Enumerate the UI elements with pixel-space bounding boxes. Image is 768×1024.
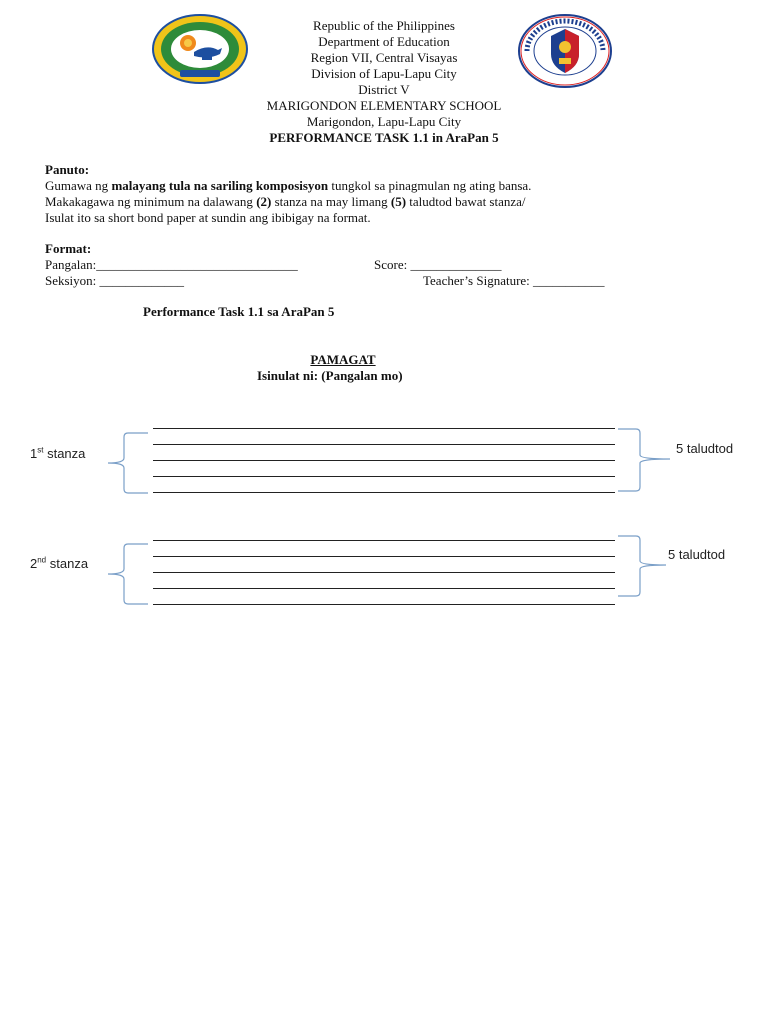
instructions-heading: Panuto: (45, 162, 90, 177)
stanza-1-lines-label: 5 taludtod (676, 441, 734, 456)
header-line: Marigondon, Lapu-Lapu City (306, 114, 462, 129)
stanza-number: 1 (30, 446, 38, 461)
text: taludtod bawat stanza/ (406, 194, 526, 209)
writing-line (153, 460, 615, 461)
writing-line (153, 604, 615, 605)
left-brace-icon (102, 543, 152, 605)
text: tungkol sa pinagmulan ng ating bansa. (328, 178, 532, 193)
left-brace-icon (102, 432, 152, 494)
writing-line (153, 492, 615, 493)
poem-author: Isinulat ni: (Pangalan mo) (257, 368, 403, 383)
writing-line (153, 540, 615, 541)
emphasis: (5) (390, 194, 407, 209)
school-header (0, 18, 768, 146)
emphasis: (2) (256, 194, 272, 209)
text: Gumawa ng (45, 178, 112, 193)
ordinal-suffix: nd (37, 555, 47, 565)
poem-title: PAMAGAT (310, 352, 376, 367)
writing-line (153, 556, 615, 557)
stanza-1-label (30, 446, 85, 461)
text: Makakagawa ng minimum na dalawang (45, 194, 257, 209)
header-line: District V (358, 82, 410, 97)
instructions-line-2 (45, 194, 526, 210)
stanza-word: stanza (46, 556, 89, 571)
text: stanza na may limang (271, 194, 391, 209)
section-field: Seksiyon: _____________ (45, 273, 185, 288)
header-line: Republic of the Philippines (313, 18, 455, 33)
task-title: PERFORMANCE TASK 1.1 in AraPan 5 (269, 130, 499, 145)
writing-line (153, 428, 615, 429)
name-field: Pangalan:_______________________________ (45, 257, 298, 272)
format-heading: Format: (45, 241, 92, 256)
writing-line (153, 476, 615, 477)
header-line: Department of Education (318, 34, 450, 49)
stanza-number: 2 (30, 556, 38, 571)
instructions-line-3: Isulat ito sa short bond paper at sundin ang ibibigay na format. (45, 210, 371, 225)
header-line: Division of Lapu-Lapu City (311, 66, 457, 81)
sample-task-heading: Performance Task 1.1 sa AraPan 5 (143, 304, 335, 319)
writing-line (153, 588, 615, 589)
school-name: MARIGONDON ELEMENTARY SCHOOL (266, 98, 502, 113)
emphasis: malayang tula na sariling komposisyon (111, 178, 329, 193)
stanza-2-label (30, 556, 88, 571)
stanza-word: stanza (43, 446, 86, 461)
ordinal-suffix: st (37, 445, 44, 455)
signature-field: Teacher’s Signature: ___________ (423, 273, 605, 288)
writing-line (153, 572, 615, 573)
right-brace-icon (616, 535, 668, 597)
score-field: Score: ______________ (374, 257, 502, 272)
right-brace-icon (616, 428, 672, 492)
writing-line (153, 444, 615, 445)
instructions-line-1 (45, 178, 531, 194)
header-line: Region VII, Central Visayas (310, 50, 458, 65)
stanza-2-lines-label: 5 taludtod (668, 547, 726, 562)
